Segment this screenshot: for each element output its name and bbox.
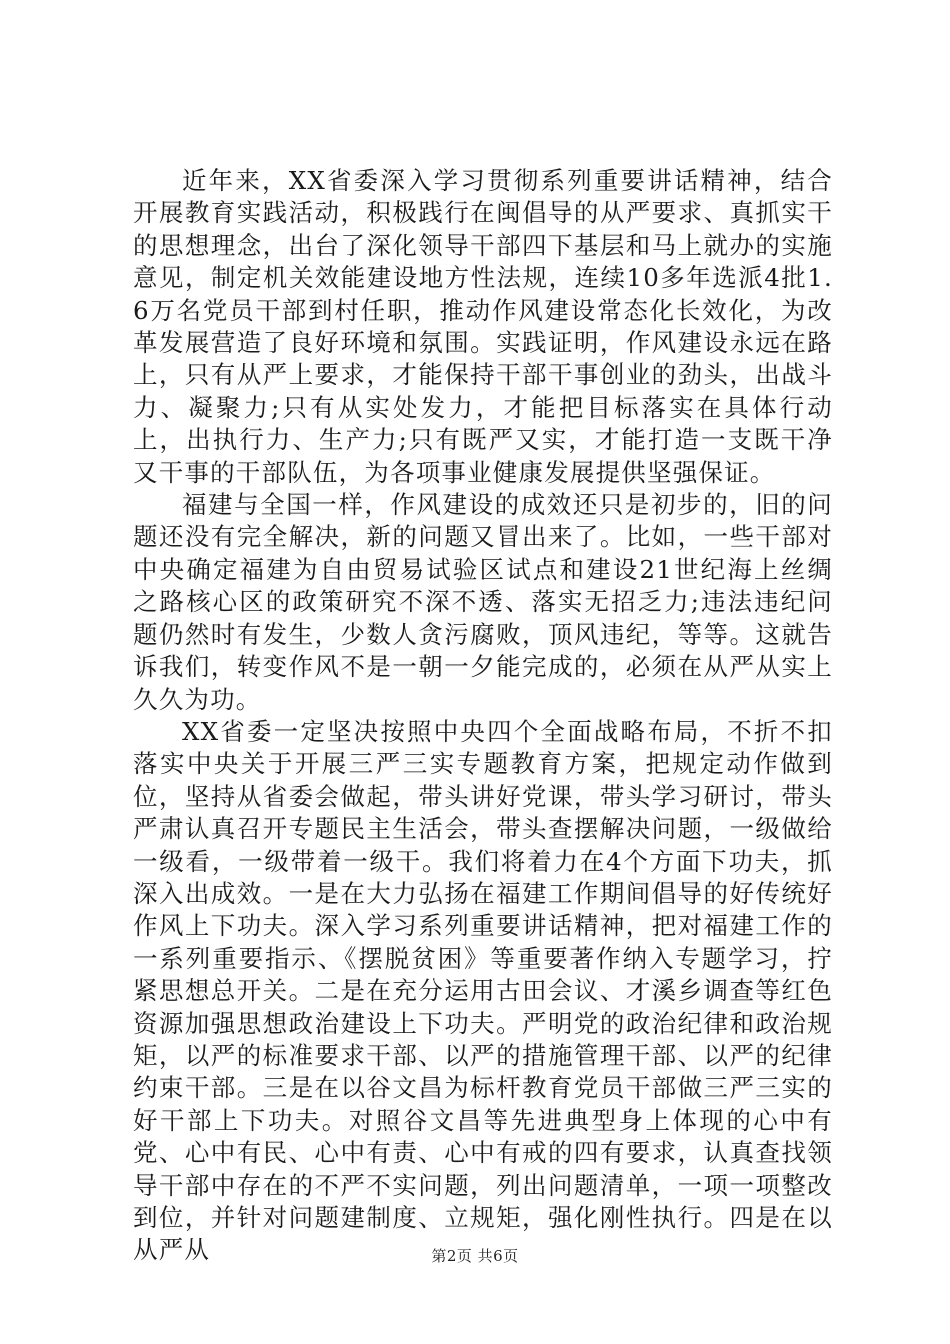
paragraph-3: XX省委一定坚决按照中央四个全面战略布局，不折不扣落实中央关于开展三严三实专题教育方案，把规定动作做到位，坚持从省委会做起，带头讲好党课，带头学习研讨，带头严肃认真召开专题民主生活会，带头查摆解决问题，一级做给一级看，一级带着一级干。我们将着力在4个方面下功夫，抓深入出成效。一是在大力弘扬在福建工作期间倡导的好传统好作风上下功夫。深入学习系列重要讲话精神，把对福建工作的一系列重要指示、《摆脱贫困》等重要著作纳入专题学习，拧紧思想总开关。二是在充分运用古田会议、才溪乡调查等红色资源加强思想政治建设上下功夫。严明党的政治纪律和政治规矩，以严的标准要求干部、以严的措施管理干部、以严的纪律约束干部。三是在以谷文昌为标杆教育党员干部做三严三实的好干部上下功夫。对照谷文昌等先进典型身上体现的心中有党、心中有民、心中有责、心中有戒的四有要求，认真查找领导干部中存在的不严不实问题，列出问题清单，一项一项整改到位，并针对问题建制度、立规矩，强化刚性执行。四是在以从严从	[133, 716, 833, 1265]
paragraph-1: 近年来，XX省委深入学习贯彻系列重要讲话精神，结合开展教育实践活动，积极践行在闽倡导的从严要求、真抓实干的思想理念，出台了深化领导干部四下基层和马上就办的实施意见，制定机关效能建设地方性法规，连续10多年选派4批1.6万名党员干部到村任职，推动作风建设常态化长效化，为改革发展营造了良好环境和氛围。实践证明，作风建设永远在路上，只有从严上要求，才能保持干部干事创业的劲头，出战斗力、凝聚力;只有从实处发力，才能把目标落实在具体行动上，出执行力、生产力;只有既严又实，才能打造一支既干净又干事的干部队伍，为各项事业健康发展提供坚强保证。	[133, 166, 833, 487]
paragraph-2: 福建与全国一样，作风建设的成效还只是初步的，旧的问题还没有完全解决，新的问题又冒出来了。比如，一些干部对中央确定福建为自由贸易试验区试点和建设21世纪海上丝绸之路核心区的政策研究不深不透、落实无招乏力;违法违纪问题仍然时有发生，少数人贪污腐败，顶风违纪，等等。这就告诉我们，转变作风不是一朝一夕能完成的，必须在从严从实上久久为功。	[133, 490, 833, 714]
document-body	[133, 165, 833, 1267]
page-footer: 第2页 共6页	[431, 1247, 519, 1265]
